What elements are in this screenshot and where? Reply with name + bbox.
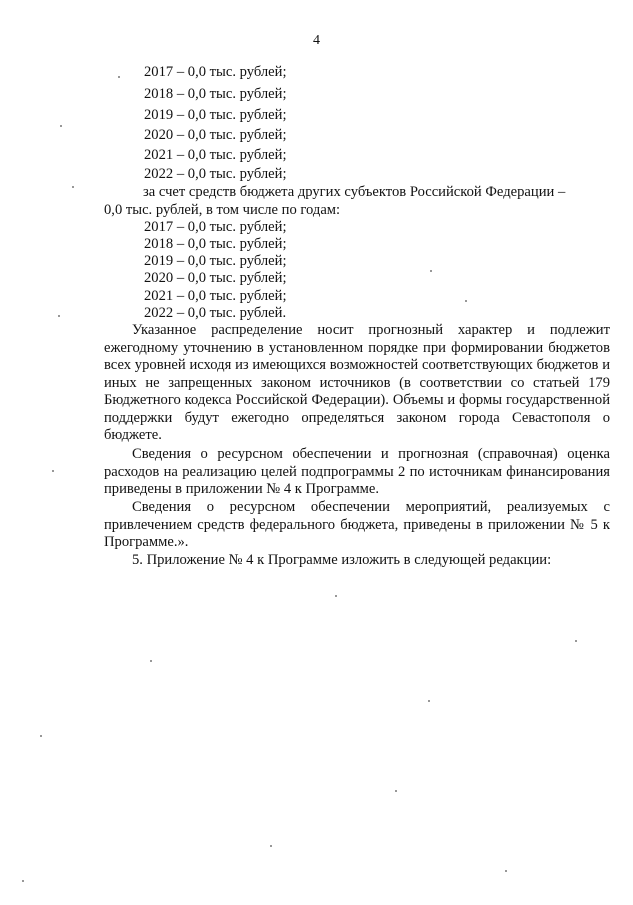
year-line: 2018 – 0,0 тыс. рублей;	[144, 236, 287, 252]
year-line: 2020 – 0,0 тыс. рублей;	[144, 127, 287, 143]
year-line: 2019 – 0,0 тыс. рублей;	[144, 107, 287, 123]
other-subjects-line-2: 0,0 тыс. рублей, в том числе по годам:	[104, 202, 341, 218]
item-5-line: 5. Приложение № 4 к Программе изложить в следующей редакции:	[132, 552, 552, 568]
paragraph-resources: Сведения о ресурсном обеспечении и прогнозная (справочная) оценка расходов на реализацию целей подпрограммы 2 по источникам финансирования приведены в приложении № 4 к Программе.	[104, 446, 610, 497]
year-line: 2021 – 0,0 тыс. рублей;	[144, 147, 287, 163]
year-line: 2022 – 0,0 тыс. рублей.	[144, 305, 287, 321]
page-number: 4	[313, 33, 320, 48]
year-line: 2017 – 0,0 тыс. рублей;	[144, 219, 287, 235]
other-subjects-line-1: за счет средств бюджета других субъектов Российской Федерации –	[143, 184, 566, 200]
year-line: 2021 – 0,0 тыс. рублей;	[144, 288, 287, 304]
year-line: 2018 – 0,0 тыс. рублей;	[144, 86, 287, 102]
paragraph-federal: Сведения о ресурсном обеспечении мероприятий, реализуемых с привлечением средств федерального бюджета, приведены в приложении № 5 к Программе.».	[104, 499, 610, 550]
year-line: 2017 – 0,0 тыс. рублей;	[144, 64, 287, 80]
year-line: 2020 – 0,0 тыс. рублей;	[144, 270, 287, 286]
year-line: 2022 – 0,0 тыс. рублей;	[144, 166, 287, 182]
year-line: 2019 – 0,0 тыс. рублей;	[144, 253, 287, 269]
paragraph-distribution: Указанное распределение носит прогнозный характер и подлежит ежегодному уточнению в установленном порядке при формировании бюджетов всех уровней исходя из имеющихся возможностей соответствующих бюджетов и иных не запрещенных законом источников (в соответствии со статьей 179 Бюджетного кодекса Российской Федерации). Объемы и формы государственной поддержки будут ежегодно определяться законом города Севастополя о бюджете.	[104, 322, 610, 443]
